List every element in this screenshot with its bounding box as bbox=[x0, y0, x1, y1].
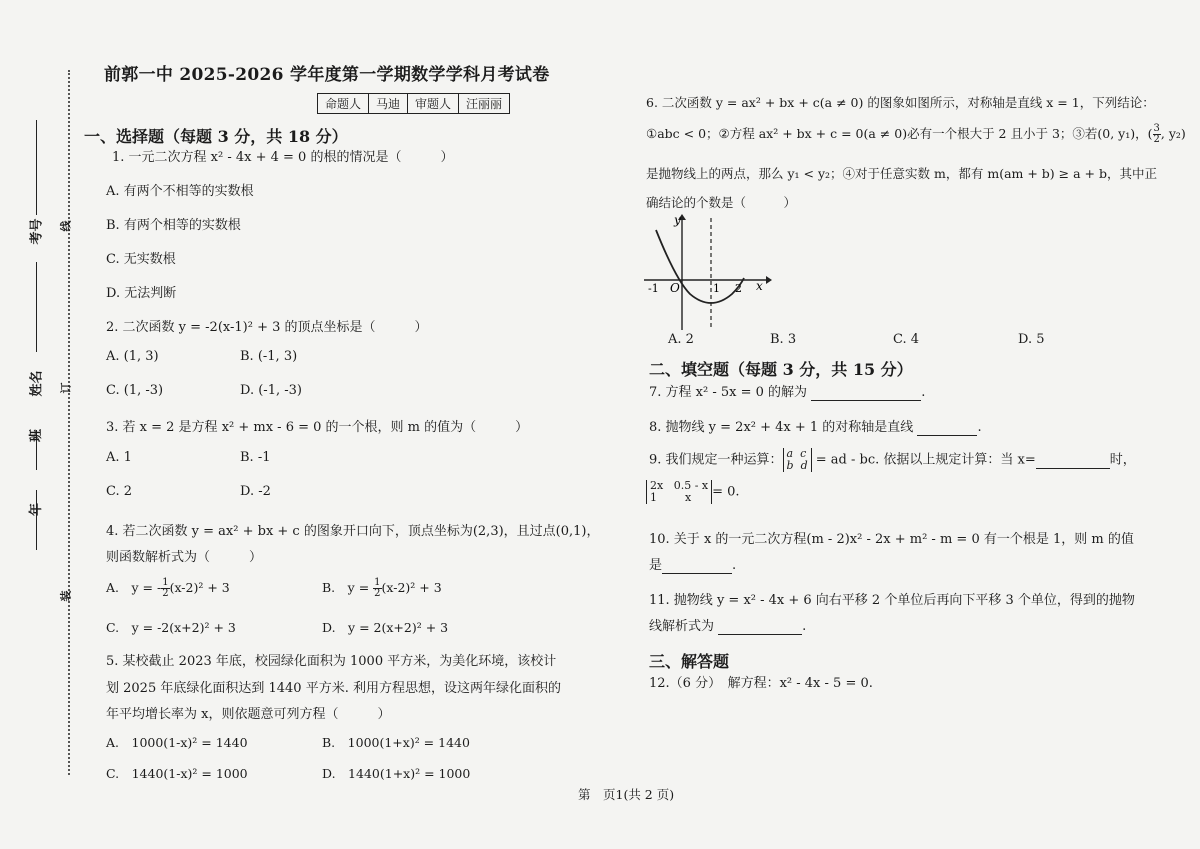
q7-answer-blank[interactable] bbox=[811, 385, 921, 401]
q5-option-c: C. 1440(1-x)² = 1000 bbox=[106, 766, 248, 781]
q9-equals-zero: = 0. bbox=[712, 484, 740, 500]
q5-option-a: A. 1000(1-x)² = 1440 bbox=[106, 735, 248, 750]
q9-tail: 时， bbox=[1109, 452, 1136, 468]
q5-line1: 5. 某校截止 2023 年底，校园绿化面积为 1000 平方米，为美化环境，该校计 bbox=[106, 654, 557, 669]
q4-b-half-num: 1 bbox=[374, 577, 381, 588]
q2-option-b: B. (-1, 3) bbox=[240, 349, 298, 364]
q9-det-d: d bbox=[800, 459, 808, 472]
q9-m-05x: 0.5 - x bbox=[673, 479, 709, 492]
q4-option-a-tail: (x-2)² + 3 bbox=[169, 580, 230, 595]
grade-label: 年 bbox=[29, 502, 45, 517]
q11-end: . bbox=[802, 619, 807, 634]
q2-option-d: D. (-1, -3) bbox=[240, 383, 302, 398]
q5-option-d: D. 1440(1+x)² = 1000 bbox=[322, 766, 471, 781]
q6-graph-x-label: x bbox=[756, 279, 763, 293]
q6-graph-y-label: y bbox=[674, 213, 681, 227]
q4-b-half-den: 2 bbox=[374, 588, 381, 599]
q3-option-a: A. 1 bbox=[106, 450, 132, 465]
q6-tick-minus-1: -1 bbox=[648, 282, 659, 295]
q4-option-d: D. y = 2(x+2)² + 3 bbox=[322, 620, 449, 635]
q6-line4: 确结论的个数是（ ） bbox=[646, 195, 797, 210]
q6-tick-2: 2 bbox=[735, 282, 742, 295]
reviewer-name: 汪丽丽 bbox=[459, 94, 510, 114]
q6-frac-num: 3 bbox=[1153, 123, 1160, 134]
q8-end: . bbox=[977, 420, 982, 435]
q6-line3: 是抛物线上的两点，那么 y₁ < y₂；④对于任意实数 m，都有 m(am + b) ≥ a + b，其中正 bbox=[646, 166, 1157, 181]
q9-det-b: b bbox=[786, 459, 794, 472]
q4-stem-line2: 则函数解析式为（ ） bbox=[106, 550, 263, 565]
q4-option-b-prefix: B. y = bbox=[322, 580, 374, 595]
q5-option-b: B. 1000(1+x)² = 1440 bbox=[322, 735, 470, 750]
binding-char-ding: 订 bbox=[59, 382, 73, 394]
section-choice-heading: 一、选择题（每题 3 分，共 18 分） bbox=[84, 127, 348, 146]
q9-m-1: 1 bbox=[650, 491, 657, 504]
q10-line2 bbox=[649, 554, 736, 574]
q6-tick-1: 1 bbox=[713, 282, 720, 295]
q4-option-a-half bbox=[161, 578, 169, 599]
q7-text: 7. 方程 x² - 5x = 0 的解为 bbox=[649, 385, 808, 400]
q10-answer-blank[interactable] bbox=[662, 558, 732, 574]
q10-end: . bbox=[732, 558, 737, 573]
q6-option-d: D. 5 bbox=[1018, 332, 1045, 347]
q4-option-b-tail: (x-2)² + 3 bbox=[381, 580, 442, 595]
q9-definition: = ad - bc. 依据以上规定计算：当 x= bbox=[815, 452, 1036, 468]
q11-line1: 11. 抛物线 y = x² - 4x + 6 向右平移 2 个单位后再向下平移 3 个单位，得到的抛物 bbox=[649, 593, 1135, 608]
q2-option-a: A. (1, 3) bbox=[106, 349, 159, 364]
q7-end: . bbox=[921, 385, 926, 400]
exam-no-line bbox=[36, 120, 37, 215]
q6-option-b: B. 3 bbox=[770, 332, 797, 347]
q4-option-a-prefix: A. y = - bbox=[106, 580, 162, 595]
q7-line bbox=[649, 381, 925, 401]
q9-definition-determinant bbox=[783, 448, 812, 472]
q9-answer-blank[interactable] bbox=[1036, 453, 1110, 469]
binding-dotted-line bbox=[68, 70, 70, 775]
grade-line bbox=[36, 490, 37, 550]
q4-a-half-num: 1 bbox=[162, 577, 169, 588]
q4-a-half-den: 2 bbox=[162, 588, 169, 599]
q11-prefix: 线解析式为 bbox=[649, 619, 715, 634]
q6-frac-den: 2 bbox=[1153, 134, 1160, 145]
q9-m-2x: 2x bbox=[650, 479, 664, 492]
q9-det-a: a bbox=[786, 447, 794, 460]
q3-stem: 3. 若 x = 2 是方程 x² + mx - 6 = 0 的一个根，则 m 的值为（ ） bbox=[106, 420, 529, 435]
q3-option-b: B. -1 bbox=[240, 450, 271, 465]
q6-option-a: A. 2 bbox=[668, 332, 694, 347]
q11-answer-blank[interactable] bbox=[718, 619, 802, 635]
section-fill-heading: 二、填空题（每题 3 分，共 15 分） bbox=[649, 360, 913, 379]
q9-det-c: c bbox=[800, 447, 807, 460]
q6-graph-origin: O bbox=[670, 281, 680, 295]
q1-option-b: B. 有两个相等的实数根 bbox=[106, 218, 241, 233]
q4-option-b bbox=[322, 578, 442, 599]
name-label: 姓名 bbox=[29, 370, 45, 397]
q6-x-arrow bbox=[766, 276, 772, 284]
q4-option-c: C. y = -2(x+2)² + 3 bbox=[106, 620, 236, 635]
binding-char-zhuang: 装 bbox=[59, 590, 73, 602]
q9-line1 bbox=[649, 448, 1136, 472]
q5-line3: 年平均增长率为 x，则依题意可列方程（ ） bbox=[106, 707, 391, 722]
q2-stem: 2. 二次函数 y = -2(x-1)² + 3 的顶点坐标是（ ） bbox=[106, 320, 428, 335]
q6-line2: ①abc < 0；②方程 ax² + bx + c = 0(a ≠ 0)必有一个根大于 2 且小于 3；③若(0, y₁)，( $\frac{3}{2}$ , y₂) bbox=[646, 123, 1186, 145]
q3-option-d: D. -2 bbox=[240, 484, 271, 499]
q1-stem: 1. 一元二次方程 x² - 4x + 4 = 0 的根的情况是（ ） bbox=[112, 150, 454, 165]
q4-stem-line1: 4. 若二次函数 y = ax² + bx + c 的图象开口向下，顶点坐标为(2,3)，且过点(0,1)， bbox=[106, 524, 600, 539]
section-answer-heading: 三、解答题 bbox=[649, 652, 730, 671]
q9-m-x: x bbox=[684, 491, 692, 504]
q5-line2: 划 2025 年底绿化面积达到 1440 平方米. 利用方程思想，设这两年绿化面积的 bbox=[106, 681, 561, 696]
staff-table bbox=[317, 93, 510, 114]
q6-line2-main: ①abc < 0；②方程 ax² + bx + c = 0(a ≠ 0)必有一个根大于 2 且小于 3；③若(0, y₁)， bbox=[646, 126, 1148, 141]
q2-option-c: C. (1, -3) bbox=[106, 383, 164, 398]
q9-prefix: 9. 我们规定一种运算： bbox=[649, 452, 783, 468]
binding-char-line: 线 bbox=[59, 220, 73, 232]
q11-line2 bbox=[649, 615, 806, 635]
q1-option-a: A. 有两个不相等的实数根 bbox=[106, 184, 254, 199]
q6-option-c: C. 4 bbox=[893, 332, 920, 347]
q6-line2-tail: , y₂ bbox=[1160, 126, 1181, 141]
class-label: 班 bbox=[29, 428, 45, 443]
q4-option-a bbox=[106, 578, 230, 599]
q1-option-c: C. 无实数根 bbox=[106, 252, 176, 267]
reviewer-label: 审题人 bbox=[408, 94, 459, 114]
setter-name: 马迪 bbox=[369, 94, 408, 114]
page-footer: 第 页1(共 2 页) bbox=[578, 787, 675, 802]
q8-line bbox=[649, 416, 982, 436]
q9-matrix bbox=[646, 480, 712, 504]
q6-frac bbox=[1153, 124, 1161, 145]
q4-option-b-half bbox=[373, 578, 381, 599]
q10-prefix: 是 bbox=[649, 558, 663, 573]
name-line-top bbox=[36, 262, 37, 352]
q3-option-c: C. 2 bbox=[106, 484, 133, 499]
q9-line2 bbox=[646, 480, 740, 504]
q6-parabola-graph bbox=[642, 212, 772, 332]
exam-no-label: 考号 bbox=[29, 218, 45, 245]
q1-option-d: D. 无法判断 bbox=[106, 286, 177, 301]
q12-text: 12.（6 分） 解方程：x² - 4x - 5 = 0. bbox=[649, 676, 873, 691]
q8-answer-blank[interactable] bbox=[917, 420, 977, 436]
exam-title: 前郭一中 2025-2026 学年度第一学期数学学科月考试卷 bbox=[104, 65, 550, 85]
q8-text: 8. 抛物线 y = 2x² + 4x + 1 的对称轴是直线 bbox=[649, 420, 914, 435]
setter-label: 命题人 bbox=[318, 94, 369, 114]
q10-line1: 10. 关于 x 的一元二次方程(m - 2)x² - 2x + m² - m = 0 有一个根是 1，则 m 的值 bbox=[649, 532, 1134, 547]
q6-line1: 6. 二次函数 y = ax² + bx + c(a ≠ 0) 的图象如图所示，对称轴是直线 x = 1，下列结论： bbox=[646, 95, 1155, 110]
